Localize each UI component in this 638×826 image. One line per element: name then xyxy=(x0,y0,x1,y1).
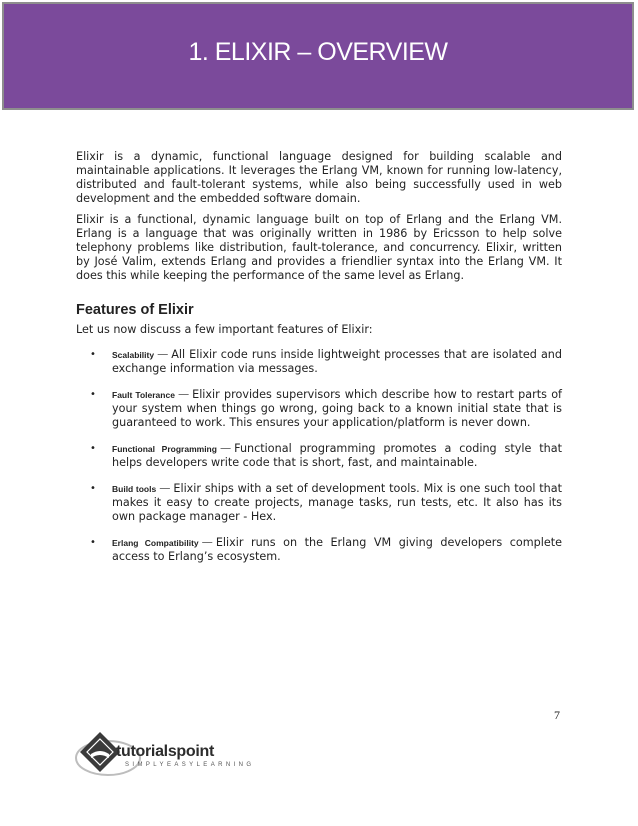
list-item xyxy=(76,442,562,470)
feature-description: All Elixir code runs inside lightweight processes that are isolated and exchange information via messages. xyxy=(112,348,562,375)
em-dash: — xyxy=(159,482,171,495)
feature-description: Elixir runs on the Erlang VM giving developers complete access to Erlang’s ecosystem. xyxy=(112,536,562,563)
features-list xyxy=(76,348,562,564)
feature-description: Elixir ships with a set of development tools. Mix is one such tool that makes it easy to create projects, manage tasks, run tests, etc. It also has its own package manager - Hex. xyxy=(112,482,562,523)
bullet-icon: • xyxy=(90,537,96,548)
chapter-banner xyxy=(2,2,634,110)
feature-term: Fault Tolerance xyxy=(112,390,175,400)
bullet-icon: • xyxy=(90,443,96,454)
page-number: 7 xyxy=(554,708,560,722)
paragraph-intro: Elixir is a dynamic, functional language designed for building scalable and maintainable applications. It leverages the Erlang VM, known for running low-latency, distributed and fault-tolerant systems, while also being successfully used in web development and the embedded software domain. xyxy=(76,150,562,205)
features-intro: Let us now discuss a few important features of Elixir: xyxy=(76,323,373,336)
feature-description: Functional programming promotes a coding style that helps developers write code that is short, fast, and maintainable. xyxy=(112,442,562,469)
feature-term: Erlang Compatibility xyxy=(112,538,199,548)
logo-wordmark: tutorialspoint xyxy=(116,743,215,760)
feature-description: Elixir provides supervisors which describe how to restart parts of your system when things go wrong, going back to a known initial state that is guaranteed to work. This ensures your application/platform is never down. xyxy=(112,388,562,429)
list-item xyxy=(76,348,562,376)
em-dash: — xyxy=(201,536,213,549)
logo-tagline: SIMPLYEASYLEARNING xyxy=(125,762,255,768)
list-item xyxy=(76,536,562,564)
bullet-icon: • xyxy=(90,349,96,360)
feature-term: Scalability xyxy=(112,350,155,360)
page-content xyxy=(76,150,562,576)
em-dash: — xyxy=(177,388,190,401)
em-dash: — xyxy=(219,442,232,455)
feature-term: Functional Programming xyxy=(112,444,217,454)
list-item xyxy=(76,388,562,430)
bullet-icon: • xyxy=(90,483,96,494)
em-dash: — xyxy=(157,348,169,361)
bullet-icon: • xyxy=(90,389,96,400)
feature-term: Build tools xyxy=(112,484,157,494)
chapter-title: 1. ELIXIR – OVERVIEW xyxy=(188,38,448,66)
paragraph-history: Elixir is a functional, dynamic language built on top of Erlang and the Erlang VM. Erlang is a language that was originally written in 1986 by Ericsson to help solve telephony problems like distribution, fault-tolerance, and concurrency. Elixir, written by José Valim, extends Erlang and provides a friendlier syntax into the Erlang VM. It does this while keeping the performance of the same level as Erlang. xyxy=(76,213,562,282)
list-item xyxy=(76,482,562,524)
section-heading: Features of Elixir xyxy=(76,302,194,318)
